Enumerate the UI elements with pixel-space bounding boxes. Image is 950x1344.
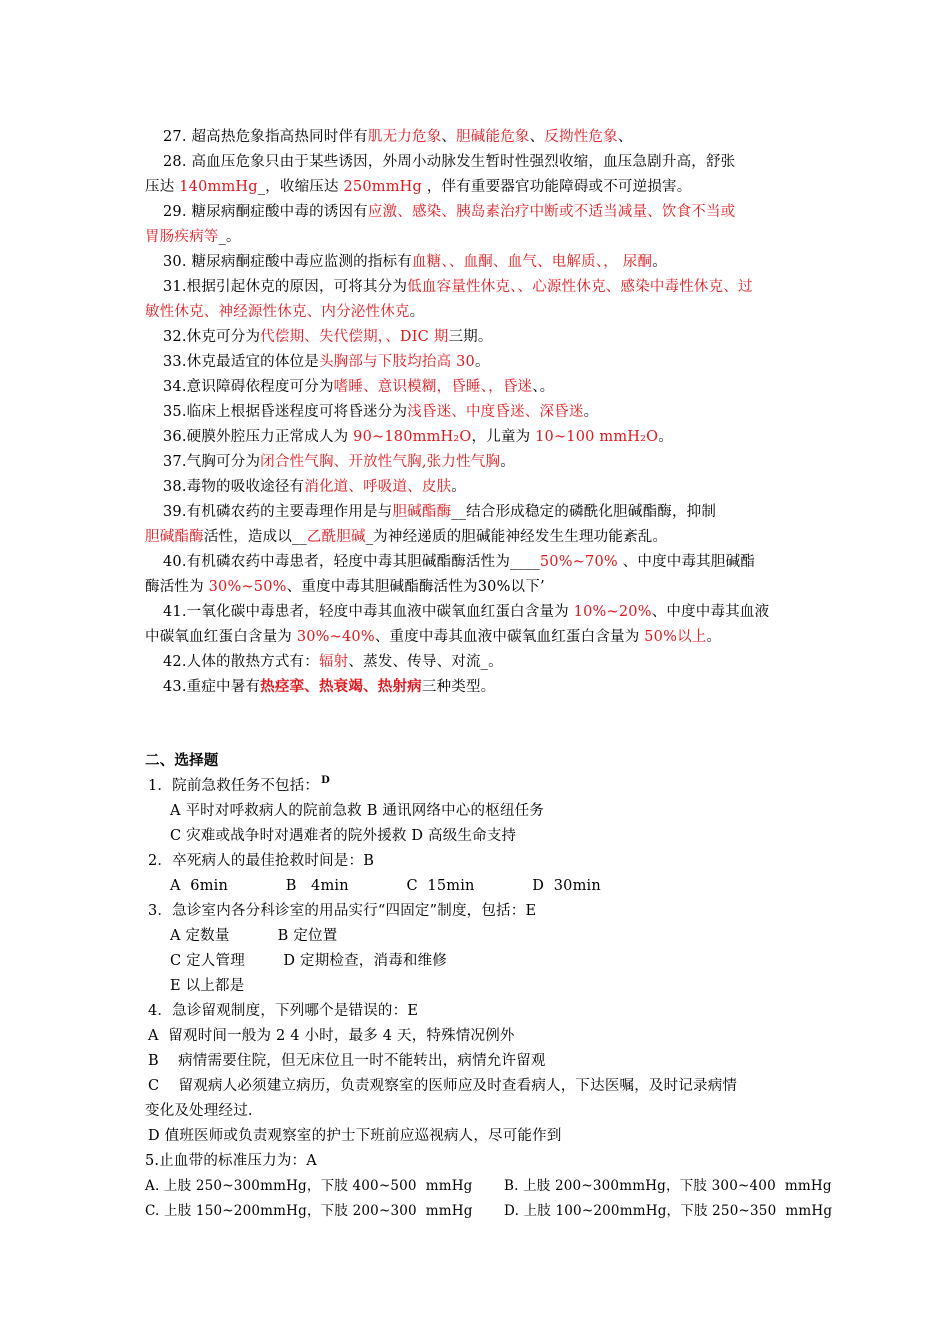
question-31-line2	[145, 301, 815, 323]
question-text: 中碳氧血红蛋白含量为	[145, 629, 297, 645]
question-text: 、中度中毒其胆碱酯	[617, 554, 755, 570]
question-text: 。	[500, 454, 515, 470]
separator: 、	[441, 129, 457, 145]
answer-text: 闭合性气胸、开放性气胸,张力性气胸	[260, 454, 501, 470]
question-text: 活性，造成以__	[203, 529, 307, 545]
mcq-2-options: A 6min B 4min C 15min D 30min	[170, 878, 601, 894]
question-text: 41.一氧化碳中毒患者，轻度中毒其血液中碳氧血红蛋白含量为	[163, 604, 574, 620]
mcq-1-options-c: C 灾难或战争时对遇难者的院外援救 D 高级生命支持	[170, 828, 517, 844]
question-41-line1	[163, 601, 833, 623]
question-text: 37.气胸可分为	[163, 454, 261, 470]
question-text: 、。	[532, 379, 555, 395]
mcq-4-option-a: A 留观时间一般为 2 4 小时，最多 4 天，特殊情况例外	[148, 1028, 515, 1044]
mcq-4-option-d: D 值班医师或负责观察室的护士下班前应巡视病人，尽可能作到	[148, 1128, 562, 1144]
question-37	[163, 451, 833, 473]
question-33	[163, 351, 833, 373]
answer-text: 30%~40%	[296, 629, 375, 645]
question-text: 三期。	[448, 329, 493, 345]
answer-text: 胆碱酯酶	[145, 529, 204, 545]
question-text: 酶活性为	[145, 579, 209, 595]
question-27	[163, 126, 833, 148]
answer-marker: D	[321, 775, 330, 786]
question-text: 、重度中毒其血液中碳氧血红蛋白含量为	[374, 629, 645, 645]
question-40-line2	[145, 576, 815, 598]
question-text: _，收缩压达	[257, 179, 344, 195]
question-text: _为神经递质的胆碱能神经发生生理功能紊乱。	[365, 529, 668, 545]
mcq-5-stem: 5.止血带的标准压力为：A	[145, 1153, 317, 1169]
answer-text: 50%~70%	[539, 554, 618, 570]
question-text: 38.毒物的吸收途径有	[163, 479, 305, 495]
answer-text: 浅昏迷、中度昏迷、深昏迷	[407, 404, 584, 420]
question-31-line1	[163, 276, 833, 298]
question-32	[163, 326, 833, 348]
question-text: 30. 糖尿病酮症酸中毒应监测的指标有	[163, 254, 412, 270]
question-text: 、蒸发、传导、对流_。	[348, 654, 503, 670]
mcq-1-options-a: A 平时对呼救病人的院前急救 B 通讯网络中心的枢纽任务	[170, 803, 545, 819]
question-41-line2	[145, 626, 815, 648]
answer-text: 嗜睡、意识模糊，昏睡、，昏迷	[333, 379, 533, 395]
answer-text: 血糖、、血酮、血气、电解质、， 尿酮	[411, 254, 653, 270]
question-43	[163, 676, 833, 698]
answer-text: 代偿期、失代偿期，、DIC 期	[260, 329, 449, 345]
question-39-line2	[145, 526, 815, 548]
mcq-4-stem: 4．急诊留观制度，下列哪个是错误的：E	[148, 1003, 419, 1019]
answer-text: 30%~50%	[208, 579, 287, 595]
answer-text: 胆碱酯酶	[392, 504, 452, 520]
question-text: 。	[658, 429, 673, 445]
answer-text: 应激、感染、胰岛素治疗中断或不适当减量、饮食不当或	[367, 204, 736, 220]
question-42	[163, 651, 833, 673]
answer-text: 低血容量性休克、、心源性休克、感染中毒性休克、过	[407, 279, 753, 295]
mcq-3-options-cd: C 定人管理 D 定期检查，消毒和维修	[170, 953, 448, 969]
question-text: 31.根据引起休克的原因，可将其分为	[163, 279, 408, 295]
question-text: __结合形成稳定的磷酰化胆碱酯酶，抑制	[451, 504, 717, 520]
mcq-3-stem: 3．急诊室内各分科诊室的用品实行“四固定”制度，包括：E	[148, 903, 537, 919]
question-text: 。	[451, 479, 466, 495]
mcq-3-option-e: E 以上都是	[170, 978, 245, 994]
question-text: 39.有机磷农药的主要毒理作用是与	[163, 504, 393, 520]
question-29-line1	[163, 201, 833, 223]
answer-text: 胆碱能危象	[456, 129, 530, 145]
question-text: 36.硬膜外腔压力正常成人为	[163, 429, 354, 445]
question-text: 。	[409, 304, 425, 320]
question-text: 33.休克最适宜的体位是	[163, 354, 319, 370]
mcq-3-options-ab: A 定数量 B 定位置	[170, 928, 338, 944]
question-29-line2	[145, 226, 815, 248]
question-text: 42.人体的散热方式有：	[163, 654, 319, 670]
question-28-line1	[163, 151, 833, 173]
question-text: ，儿童为	[471, 429, 536, 445]
mcq-4-option-c: C 留观病人必须建立病历，负责观察室的医师应及时查看病人，下达医嘱，及时记录病情	[148, 1078, 738, 1094]
question-text: 34.意识障碍依程度可分为	[163, 379, 334, 395]
question-text: 。	[583, 404, 599, 420]
question-text: 40.有机磷农药中毒患者，轻度中毒其胆碱酯酶活性为____	[163, 554, 540, 570]
question-34	[163, 376, 833, 398]
mcq-4-option-b: B 病情需要住院，但无床位且一时不能转出，病情允许留观	[148, 1053, 546, 1069]
question-text: 43.重症中暑有	[163, 679, 261, 695]
question-36	[163, 426, 833, 448]
question-text: 35.临床上根据昏迷程度可将昏迷分为	[163, 404, 408, 420]
question-39-line1	[163, 501, 833, 523]
section-heading: 二、选择题	[145, 752, 219, 769]
question-35	[163, 401, 833, 423]
question-40-line1	[163, 551, 833, 573]
answer-text: 10~100 mmH₂O	[535, 429, 659, 445]
question-text: 。	[652, 254, 667, 270]
answer-text: 热痉挛、热衰竭、热射病	[260, 678, 422, 695]
question-text: 29. 糖尿病酮症酸中毒的诱因有	[163, 204, 368, 220]
question-text: 、重度中毒其胆碱酯酶活性为30%以下’	[286, 579, 545, 595]
separator: 、	[529, 129, 545, 145]
question-text: 。	[474, 354, 490, 370]
mcq-1-stem	[148, 775, 818, 799]
answer-text: 250mmHg	[343, 179, 423, 195]
question-text: 三种类型。	[421, 679, 496, 695]
question-30	[163, 251, 833, 273]
question-text: 超高热危象指高热同时伴有	[186, 129, 368, 145]
question-text: 压达	[145, 179, 180, 195]
answer-text: 辐射	[318, 654, 349, 670]
question-text: 32.休克可分为	[163, 329, 261, 345]
question-text: 、中度中毒其血液	[651, 604, 770, 620]
mcq-2-stem: 2．卒死病人的最佳抢救时间是：B	[148, 853, 375, 869]
mcq-5-options-cd: C. 上肢 150~200mmHg，下肢 200~300 mmHg D. 上肢 100~200mmHg，下肢 250~350 mmHg	[145, 1203, 833, 1219]
question-text: 28. 高血压危象只由于某些诱因，外周小动脉发生暂时性强烈收缩，血压急剧升高，舒张	[163, 154, 736, 170]
answer-text: 肌无力危象	[367, 129, 442, 145]
answer-text: 头胸部与下肢均抬高 30	[318, 354, 475, 370]
mcq-5-options-ab: A. 上肢 250~300mmHg，下肢 400~500 mmHg B. 上肢 200~300mmHg，下肢 300~400 mmHg	[145, 1178, 832, 1194]
mcq-4-option-c-cont: 变化及处理经过.	[145, 1103, 253, 1119]
answer-text: 敏性休克、神经源性休克、内分泌性休克	[145, 304, 410, 320]
question-text: 。	[706, 629, 722, 645]
answer-text: 90~180mmH₂O	[353, 429, 472, 445]
answer-text: 反拗性危象	[544, 129, 618, 145]
separator: 、	[617, 129, 633, 145]
answer-text: 140mmHg	[179, 179, 258, 195]
question-number: 27.	[163, 129, 187, 145]
question-38	[163, 476, 833, 498]
question-text: 1．院前急救任务不包括：	[148, 778, 320, 794]
question-text: _。	[218, 229, 241, 245]
question-text: ，伴有重要器官功能障碍或不可逆损害。	[422, 179, 692, 195]
answer-text: 50%以上	[644, 629, 707, 645]
answer-text: 胃肠疾病等	[145, 229, 219, 245]
answer-text: 乙酰胆碱	[306, 529, 366, 545]
question-28-line2	[145, 176, 815, 198]
answer-text: 消化道、呼吸道、皮肤	[304, 479, 452, 495]
answer-text: 10%~20%	[573, 604, 652, 620]
